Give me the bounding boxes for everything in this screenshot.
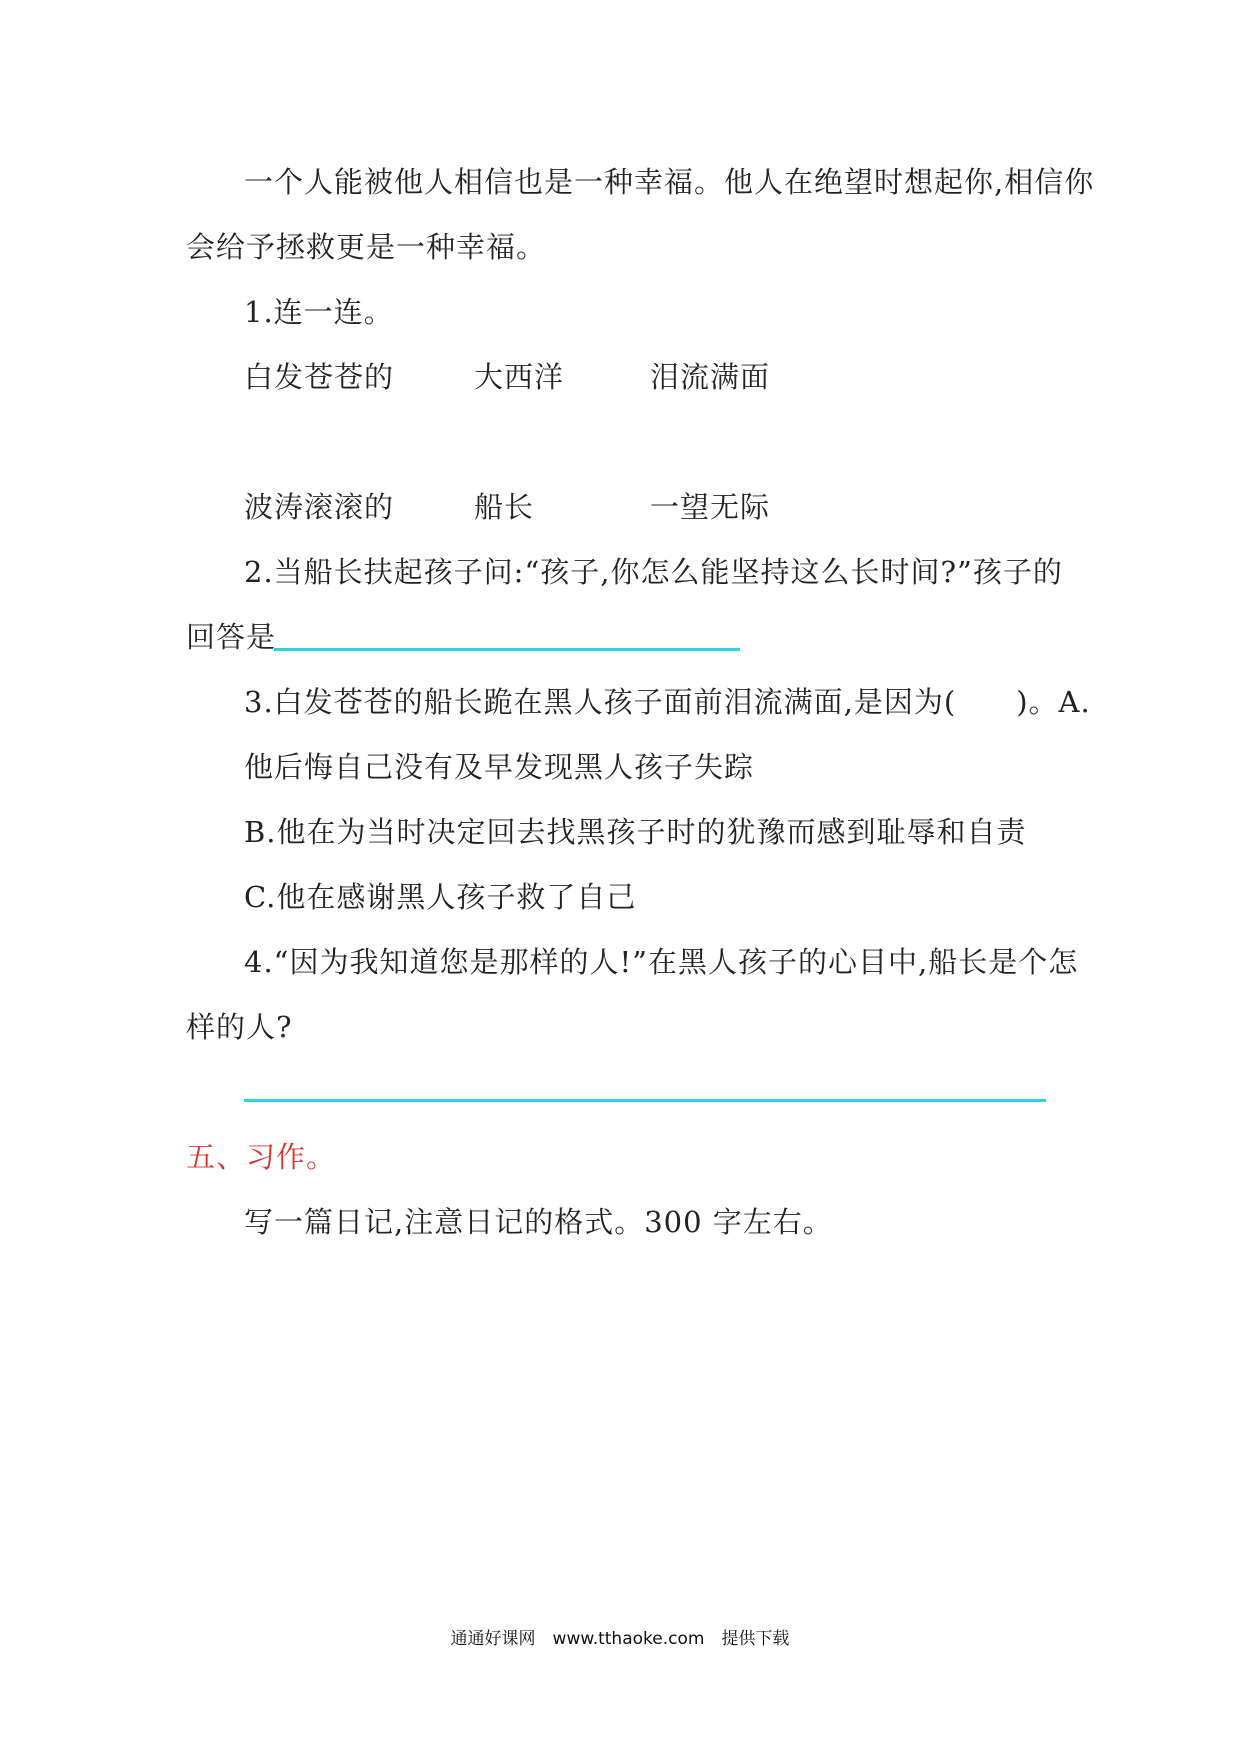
section-5-task: 写一篇日记,注意日记的格式。300 字左右。 (244, 1205, 833, 1239)
footer-text: 通通好课网 www.tthaoke.com 提供下载 (450, 1629, 790, 1649)
match-middle-1[interactable]: 大西洋 (474, 360, 565, 394)
question-4-line-2: 样的人? (186, 1010, 293, 1044)
passage-line-1: 一个人能被他人相信也是一种幸福。他人在绝望时想起你,相信你 (244, 165, 1095, 199)
question-3-line-2: 他后悔自己没有及早发现黑人孩子失踪 (244, 750, 755, 784)
question-4-answer-line[interactable] (244, 1099, 1046, 1102)
question-1-prompt: 1.连一连。 (244, 295, 394, 329)
question-4-line-1: 4.“因为我知道您是那样的人!”在黑人孩子的心目中,船长是个怎 (244, 945, 1079, 979)
match-left-1[interactable]: 白发苍苍的 (244, 360, 395, 394)
question-2-line-2: 回答是 (186, 620, 277, 654)
question-3-line-1: 3.白发苍苍的船长跪在黑人孩子面前泪流满面,是因为( )。A. (244, 685, 1091, 719)
section-5-title: 五、习作。 (186, 1140, 337, 1174)
match-right-2[interactable]: 一望无际 (650, 490, 771, 524)
question-2-answer-line[interactable] (274, 648, 740, 651)
match-left-2[interactable]: 波涛滚滚的 (244, 490, 395, 524)
match-right-1[interactable]: 泪流满面 (650, 360, 771, 394)
match-middle-2[interactable]: 船长 (474, 490, 535, 524)
question-3-option-c[interactable]: C.他在感谢黑人孩子救了自己 (244, 880, 637, 914)
passage-line-2: 会给予拯救更是一种幸福。 (186, 230, 547, 264)
question-2-line-1: 2.当船长扶起孩子问:“孩子,你怎么能坚持这么长时间?”孩子的 (244, 555, 1063, 589)
question-3-option-b[interactable]: B.他在为当时决定回去找黑孩子时的犹豫而感到耻辱和自责 (244, 815, 1027, 849)
